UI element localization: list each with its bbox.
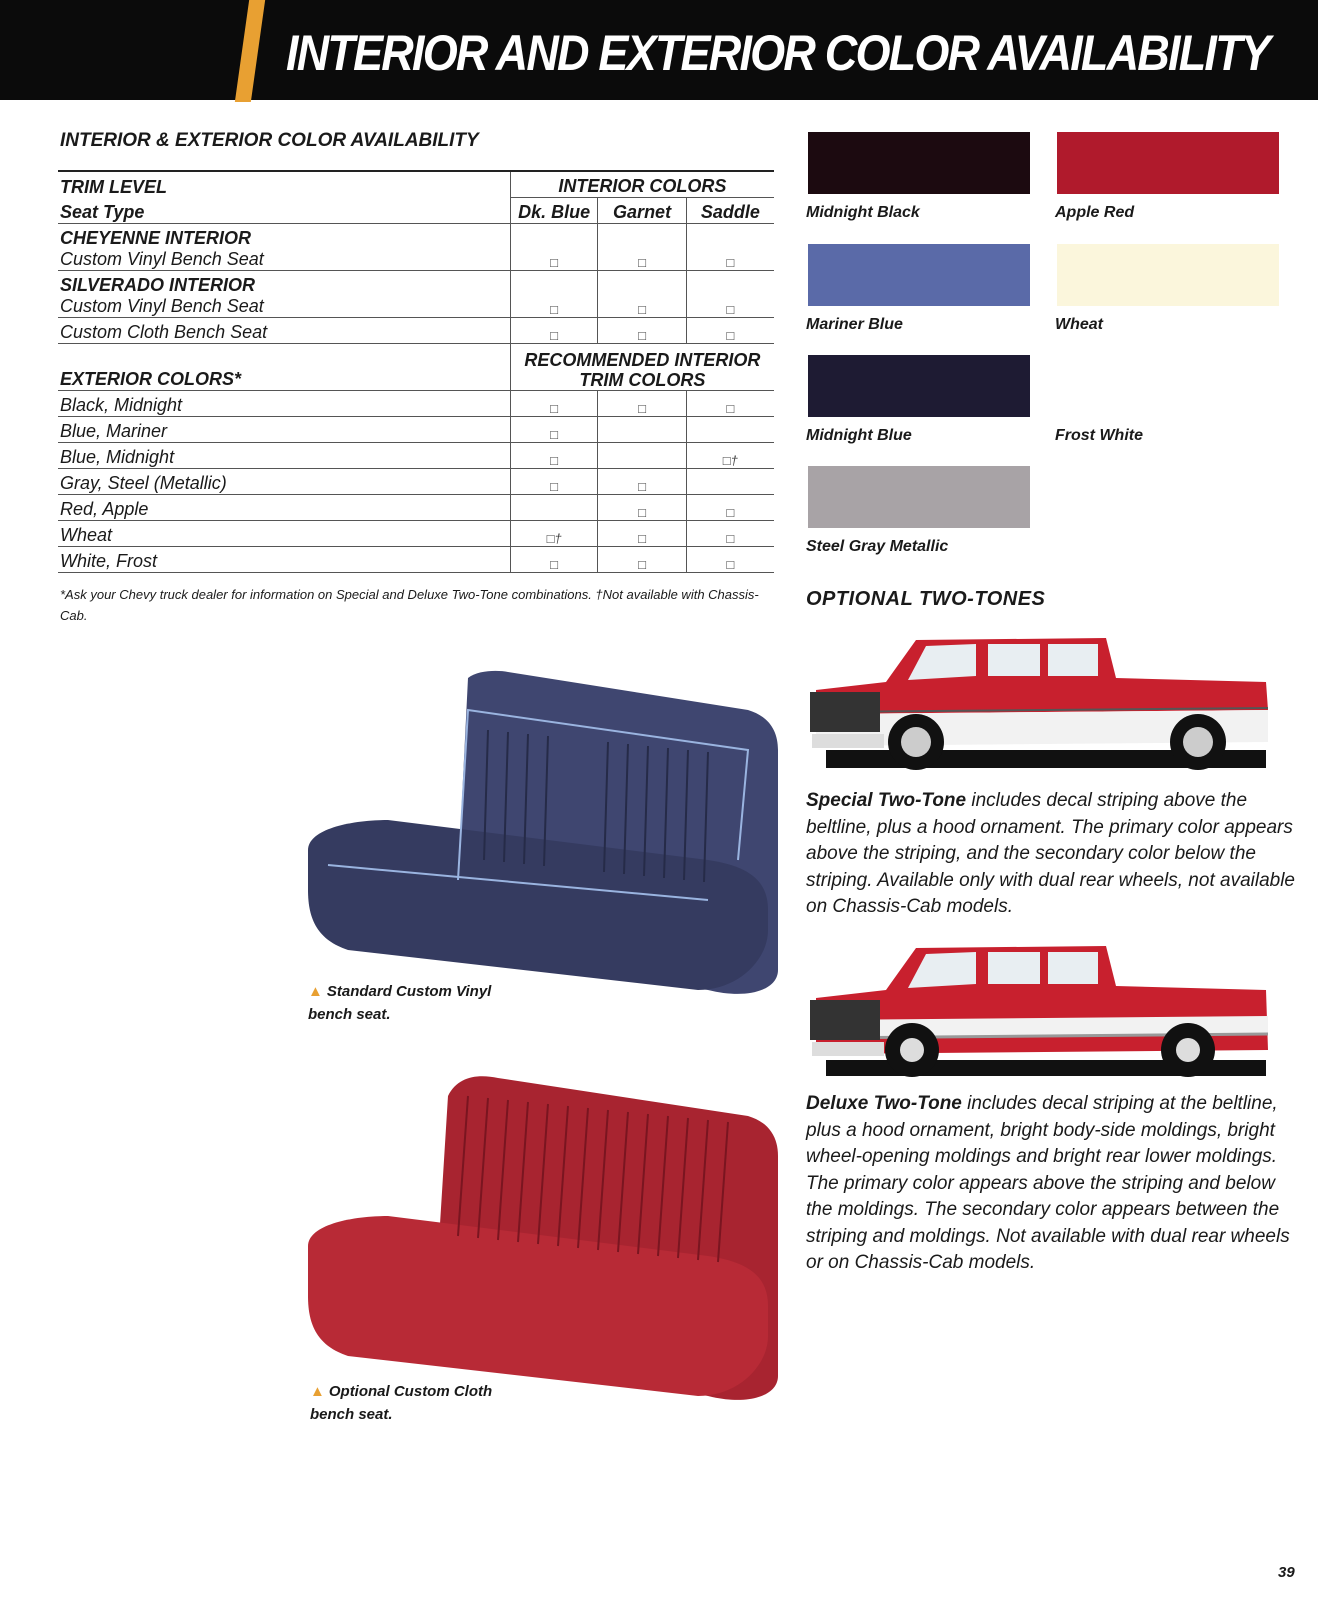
cloth-caption-line-2: bench seat. [310, 1406, 393, 1423]
table-cell: □ [686, 318, 774, 344]
table-cell: □ [510, 391, 598, 417]
accent-stripe [235, 0, 265, 102]
deluxe-two-tone-lead: Deluxe Two-Tone [806, 1093, 962, 1114]
table-row [58, 443, 774, 469]
swatch-mariner-blue [808, 244, 1030, 306]
swatch-steel-gray-metallic [808, 466, 1030, 528]
table-row [58, 417, 774, 443]
silverado-seat: Custom Vinyl Bench Seat [60, 296, 264, 316]
table-cell: □ [510, 318, 598, 344]
vinyl-bench-seat-image [308, 670, 778, 1020]
recommended-line-2: TRIM COLORS [579, 370, 706, 390]
table-cell: □ [510, 224, 598, 271]
col-saddle: Saddle [686, 198, 774, 224]
swatch-wheat [1057, 244, 1279, 306]
deluxe-two-tone-truck-image [806, 938, 1276, 1078]
table-row [58, 391, 774, 417]
table-cell: □ [686, 271, 774, 318]
special-two-tone-truck-image [806, 630, 1276, 770]
table-cell: □ [686, 521, 774, 547]
table-cell: □ [598, 521, 686, 547]
swatch-apple-red [1057, 132, 1279, 194]
vinyl-caption-line-1 [308, 980, 491, 1003]
deluxe-two-tone-text: includes decal striping at the beltline, plus a hood ornament, bright body-side moldings, bright wheel-opening moldings and bright rear lower moldings. The primary color appears above the striping and below the moldings. The secondary color appears between the striping and moldings. Not available with dual rear wheels or on Chassis-Cab models. [806, 1093, 1290, 1273]
table-cell: □ [598, 469, 686, 495]
cloth-caption-line-1 [310, 1380, 492, 1403]
swatch-label: Frost White [1055, 427, 1143, 444]
col-dk-blue: Dk. Blue [510, 198, 598, 224]
special-two-tone-lead: Special Two-Tone [806, 790, 967, 811]
table-footnote: *Ask your Chevy truck dealer for information on Special and Deluxe Two-Tone combinations. †Not available with Chassis-Cab. [60, 587, 759, 623]
table-cell [510, 495, 598, 521]
cheyenne-title: CHEYENNE INTERIOR [60, 228, 252, 248]
table-row [58, 521, 774, 547]
exterior-color-label: Red, Apple [58, 495, 510, 521]
table-cell: □ [510, 417, 598, 443]
table-row [58, 469, 774, 495]
page-number: 39 [1278, 1564, 1295, 1581]
silverado-cloth-row: Custom Cloth Bench Seat [58, 318, 510, 344]
table-cell [598, 443, 686, 469]
two-tones-title: OPTIONAL TWO-TONES [806, 588, 1046, 610]
silverado-row [58, 271, 510, 318]
recommended-header [510, 344, 774, 391]
table-cell: □ [598, 547, 686, 573]
table-cell: □ [598, 271, 686, 318]
recommended-line-1: RECOMMENDED INTERIOR [524, 350, 761, 370]
table-cell: □ [510, 469, 598, 495]
exterior-colors-header: EXTERIOR COLORS* [58, 344, 510, 391]
deluxe-two-tone-description [806, 1091, 1296, 1277]
swatch-label: Steel Gray Metallic [806, 538, 949, 555]
swatch-label: Midnight Black [806, 204, 920, 221]
swatch-label: Apple Red [1055, 204, 1135, 221]
silverado-title: SILVERADO INTERIOR [60, 275, 256, 295]
page-header [0, 0, 1318, 100]
cloth-caption-text: Optional Custom Cloth [328, 1383, 493, 1400]
page-title: INTERIOR AND EXTERIOR COLOR AVAILABILITY [286, 25, 1269, 81]
swatch-label: Wheat [1055, 316, 1103, 333]
exterior-color-label: Gray, Steel (Metallic) [58, 469, 510, 495]
triangle-icon: ▲ [308, 983, 323, 1000]
availability-table [58, 170, 774, 573]
table-row [58, 547, 774, 573]
table-cell: □ [598, 495, 686, 521]
exterior-color-label: White, Frost [58, 547, 510, 573]
special-two-tone-description [806, 788, 1296, 921]
table-cell [686, 417, 774, 443]
special-two-tone-text: includes decal striping above the beltline, plus a hood ornament. The primary color appears above the striping, and the secondary color below the striping. Available only with dual rear wheels, not available on Chassis-Cab models. [806, 790, 1295, 917]
triangle-icon: ▲ [310, 1383, 325, 1400]
exterior-color-label: Blue, Midnight [58, 443, 510, 469]
swatch-midnight-blue [808, 355, 1030, 417]
col-garnet: Garnet [598, 198, 686, 224]
table-cell: □ [686, 495, 774, 521]
table-cell: □ [598, 318, 686, 344]
interior-colors-header: INTERIOR COLORS [510, 171, 774, 198]
cheyenne-row [58, 224, 510, 271]
exterior-color-label: Blue, Mariner [58, 417, 510, 443]
swatch-frost-white [1057, 355, 1279, 417]
exterior-color-label: Wheat [58, 521, 510, 547]
cloth-seat-caption [310, 1380, 492, 1426]
cheyenne-seat: Custom Vinyl Bench Seat [60, 249, 264, 269]
vinyl-seat-caption [308, 980, 491, 1026]
table-cell: □† [686, 443, 774, 469]
table-cell: □ [510, 547, 598, 573]
trim-level-header: TRIM LEVEL [58, 171, 510, 198]
table-cell [686, 469, 774, 495]
table-cell: □ [510, 271, 598, 318]
table-cell: □ [686, 224, 774, 271]
vinyl-caption-line-2: bench seat. [308, 1006, 391, 1023]
cloth-bench-seat-image [308, 1076, 778, 1426]
exterior-color-label: Black, Midnight [58, 391, 510, 417]
vinyl-caption-text: Standard Custom Vinyl [326, 983, 492, 1000]
table-cell [598, 417, 686, 443]
table-title: INTERIOR & EXTERIOR COLOR AVAILABILITY [60, 130, 479, 151]
swatch-midnight-black [808, 132, 1030, 194]
table-cell: □ [510, 443, 598, 469]
seat-type-header: Seat Type [58, 198, 510, 224]
table-cell: □† [510, 521, 598, 547]
swatch-label: Midnight Blue [806, 427, 912, 444]
table-cell: □ [686, 547, 774, 573]
exterior-rows [58, 391, 774, 573]
table-cell: □ [598, 391, 686, 417]
swatch-label: Mariner Blue [806, 316, 903, 333]
table-row [58, 495, 774, 521]
table-cell: □ [686, 391, 774, 417]
table-cell: □ [598, 224, 686, 271]
